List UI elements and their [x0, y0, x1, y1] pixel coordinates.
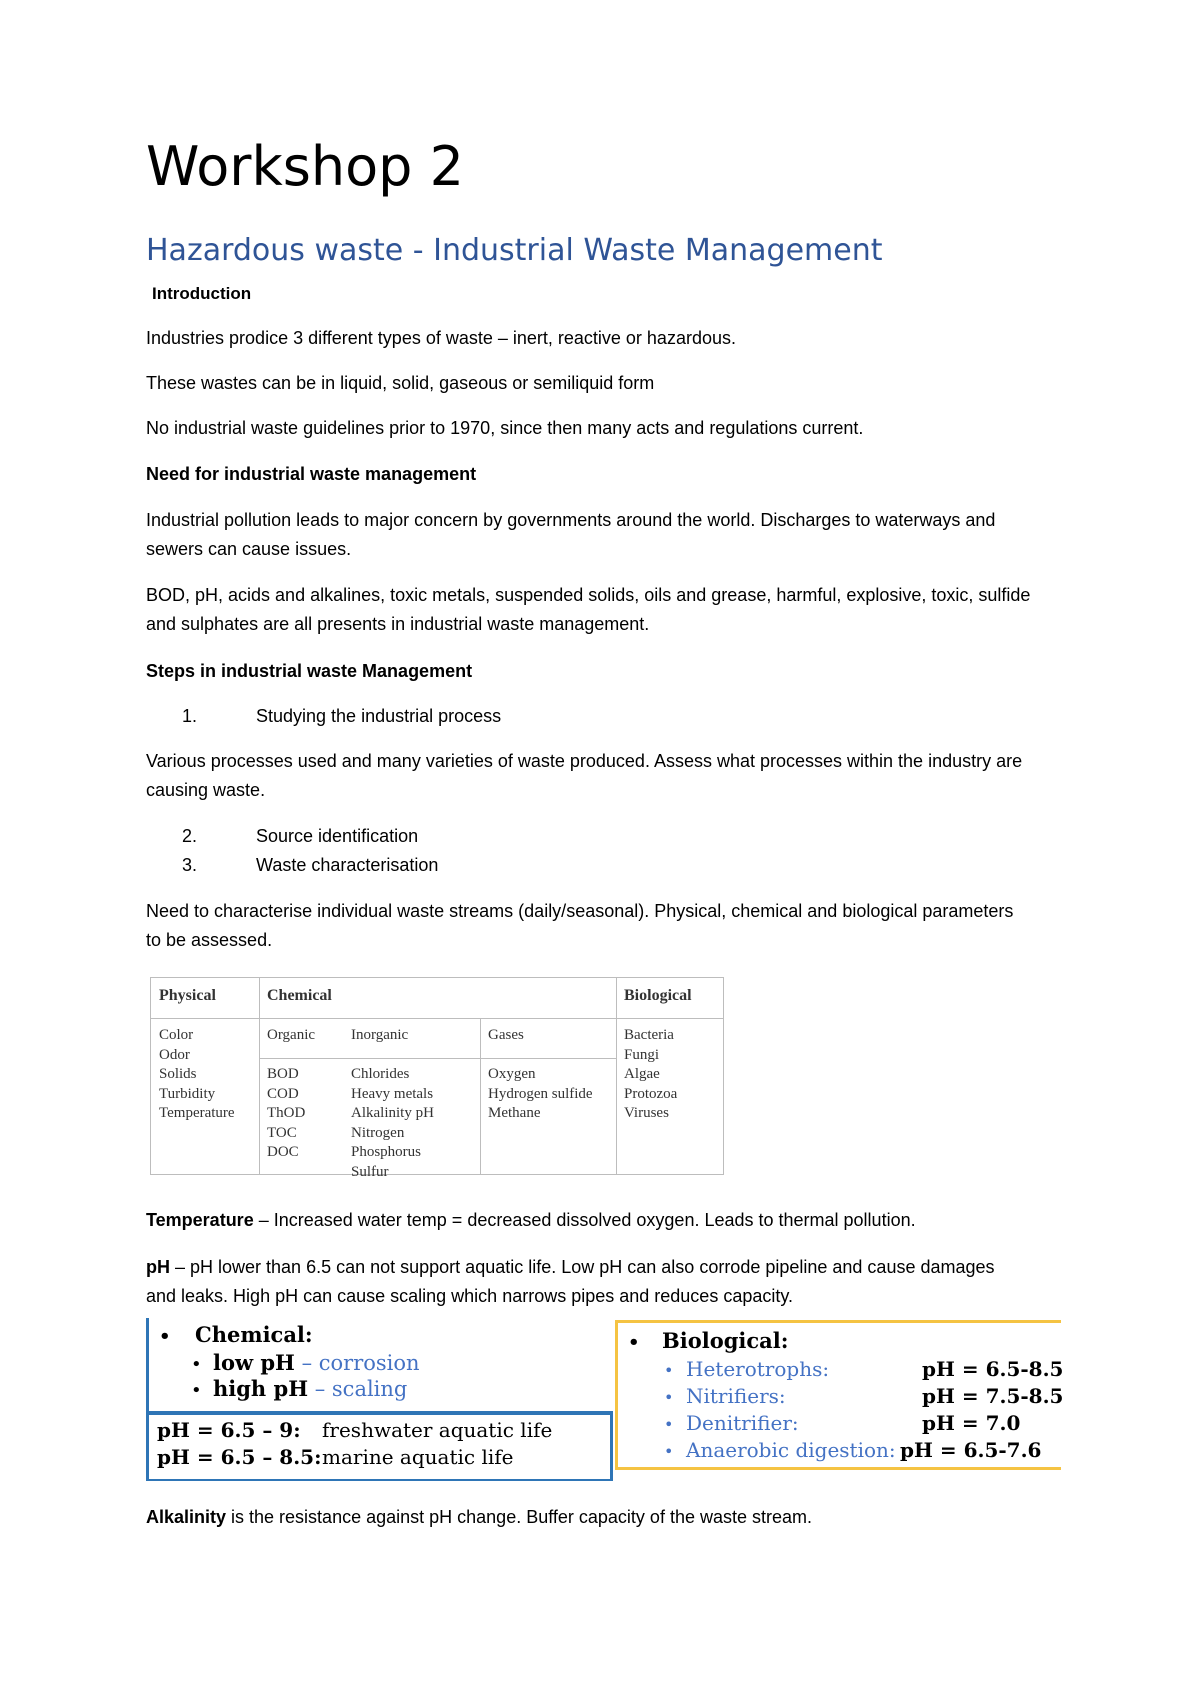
step3-paragraph: Need to characterise individual waste streams (daily/seasonal). Physical, chemical and biological parameters to be assessed. [146, 901, 1014, 950]
biological-item: • Denitrifier: pH = 7.0 [664, 1411, 1021, 1435]
biological-item-ph: pH = 7.0 [922, 1411, 1021, 1435]
biological-item: • Nitrifiers: pH = 7.5-8.5 [664, 1384, 1064, 1408]
biological-box [615, 1320, 1064, 1470]
table-cell: Nitrogen [351, 1124, 405, 1141]
table-cell: Sulfur [351, 1163, 389, 1180]
table-cell: Protozoa [624, 1085, 678, 1102]
chemical-item: • high pH – scaling [191, 1376, 408, 1401]
chemical-heading-text: Chemical: [195, 1322, 313, 1347]
alkalinity-label: Alkalinity [146, 1507, 227, 1527]
table-header-chemical: Chemical [267, 987, 332, 1004]
table-cell: Bacteria [624, 1027, 674, 1043]
ph-paragraph [146, 1253, 1026, 1311]
table-cell: BOD [267, 1066, 299, 1082]
biological-item-label: Nitrifiers: [686, 1384, 786, 1408]
intro-paragraph: Industries prodice 3 different types of waste – inert, reactive or hazardous. [146, 328, 736, 348]
page-subtitle: Hazardous waste - Industrial Waste Management [146, 233, 883, 268]
biological-item-ph: pH = 7.5-8.5 [922, 1384, 1064, 1408]
table-subheader-inorganic: Inorganic [351, 1027, 409, 1043]
need-paragraph: BOD, pH, acids and alkalines, toxic metals, suspended solids, oils and grease, harmful, explosive, toxic, sulfide and sulphates are all presents in industrial waste management. [146, 585, 1031, 634]
biological-heading: • Biological: [628, 1328, 789, 1353]
step-item [182, 851, 1082, 880]
ph-range-desc: marine aquatic life [322, 1445, 514, 1469]
alkalinity-paragraph [146, 1503, 1046, 1532]
table-cell: Alkalinity pH [351, 1105, 434, 1121]
chemical-item-value: scaling [331, 1377, 408, 1401]
page-title: Workshop 2 [146, 135, 464, 198]
ph-range-desc: freshwater aquatic life [322, 1418, 553, 1442]
table-header-physical: Physical [159, 987, 216, 1004]
table-cell: Color [159, 1027, 194, 1043]
step-text: Waste characterisation [256, 855, 439, 875]
table-cell: COD [267, 1085, 299, 1102]
table-cell: TOC [267, 1124, 297, 1141]
intro-heading: Introduction [152, 284, 252, 303]
biological-item-label: Heterotrophs: [686, 1357, 830, 1381]
table-header-biological: Biological [624, 987, 692, 1004]
chemical-item-label: low pH [213, 1350, 295, 1375]
chemical-item-sep: – [308, 1377, 332, 1401]
ph-range-value: pH = 6.5 – 9: [157, 1418, 301, 1442]
chemical-item: • low pH – corrosion [191, 1350, 420, 1375]
table-cell: ThOD [267, 1105, 306, 1121]
table-col-gases [488, 1065, 593, 1124]
ph-label: pH [146, 1257, 170, 1277]
step-text: Source identification [256, 826, 419, 846]
step-number: 2. [182, 826, 198, 846]
table-cell: Chlorides [351, 1066, 410, 1082]
table-col-biological [624, 1026, 677, 1124]
chemical-heading: • Chemical: [159, 1322, 313, 1347]
need-paragraph: Industrial pollution leads to major concern by governments around the world. Discharges to waterways and sewers can cause issues. [146, 510, 996, 559]
table-subheader-gases: Gases [488, 1027, 524, 1043]
step1-paragraph: Various processes used and many varieties of waste produced. Assess what processes within the industry are causing waste. [146, 751, 1023, 800]
chemical-item-sep: – [294, 1351, 319, 1375]
step-item [182, 702, 1082, 731]
biological-item-label: Denitrifier: [686, 1411, 799, 1435]
parameters-table [150, 977, 724, 1180]
biological-item-ph: pH = 6.5-7.6 [900, 1438, 1042, 1462]
step-item [182, 822, 1082, 851]
table-cell: Heavy metals [351, 1085, 434, 1102]
table-subheader-organic: Organic [267, 1027, 316, 1043]
table-cell: Fungi [624, 1046, 660, 1063]
table-col-organic [267, 1065, 305, 1163]
biological-heading-text: Biological: [662, 1328, 789, 1353]
steps-heading: Steps in industrial waste Management [146, 661, 473, 681]
step-number: 1. [182, 706, 198, 726]
chemical-box [146, 1318, 613, 1413]
temperature-text: – Increased water temp = decreased dissolved oxygen. Leads to thermal pollution. [253, 1210, 916, 1230]
table-cell: Solids [159, 1066, 197, 1082]
alkalinity-text: is the resistance against pH change. Buffer capacity of the waste stream. [226, 1507, 813, 1527]
table-cell: Oxygen [488, 1066, 536, 1082]
ph-range-row [157, 1417, 552, 1443]
table-cell: Odor [159, 1046, 190, 1063]
table-cell: Temperature [159, 1105, 235, 1121]
table-cell: Algae [624, 1066, 660, 1082]
step-number: 3. [182, 855, 198, 875]
table-cell: Methane [488, 1105, 541, 1121]
table-cell: Turbidity [159, 1085, 216, 1102]
chemical-item-value: corrosion [318, 1351, 420, 1375]
table-col-inorganic [351, 1065, 434, 1182]
table-cell: Hydrogen sulfide [488, 1085, 593, 1102]
biological-item: • Anaerobic digestion: pH = 6.5-7.6 [664, 1438, 1042, 1462]
temperature-label: Temperature [146, 1210, 254, 1230]
ph-range-value: pH = 6.5 – 8.5: [157, 1445, 322, 1469]
temperature-paragraph [146, 1206, 1046, 1235]
ph-text: – pH lower than 6.5 can not support aquatic life. Low pH can also corrode pipeline and cause damages and leaks. High pH can cause scaling which narrows pipes and reduces capacity. [146, 1257, 995, 1306]
biological-item: • Heterotrophs: pH = 6.5-8.5 [664, 1357, 1064, 1381]
table-cell: Viruses [624, 1105, 669, 1121]
table-cell: Phosphorus [351, 1144, 422, 1160]
need-heading: Need for industrial waste management [146, 464, 477, 484]
intro-paragraph: These wastes can be in liquid, solid, gaseous or semiliquid form [146, 373, 655, 393]
table-cell: DOC [267, 1144, 299, 1160]
ph-range-row [157, 1444, 513, 1470]
step-text: Studying the industrial process [256, 706, 502, 726]
table-col-physical [159, 1026, 235, 1124]
chemical-ph-ranges [146, 1411, 613, 1481]
biological-item-label: Anaerobic digestion: [686, 1438, 896, 1462]
biological-item-ph: pH = 6.5-8.5 [922, 1357, 1064, 1381]
intro-paragraph: No industrial waste guidelines prior to 1970, since then many acts and regulations current. [146, 418, 864, 438]
chemical-item-label: high pH [213, 1376, 309, 1401]
